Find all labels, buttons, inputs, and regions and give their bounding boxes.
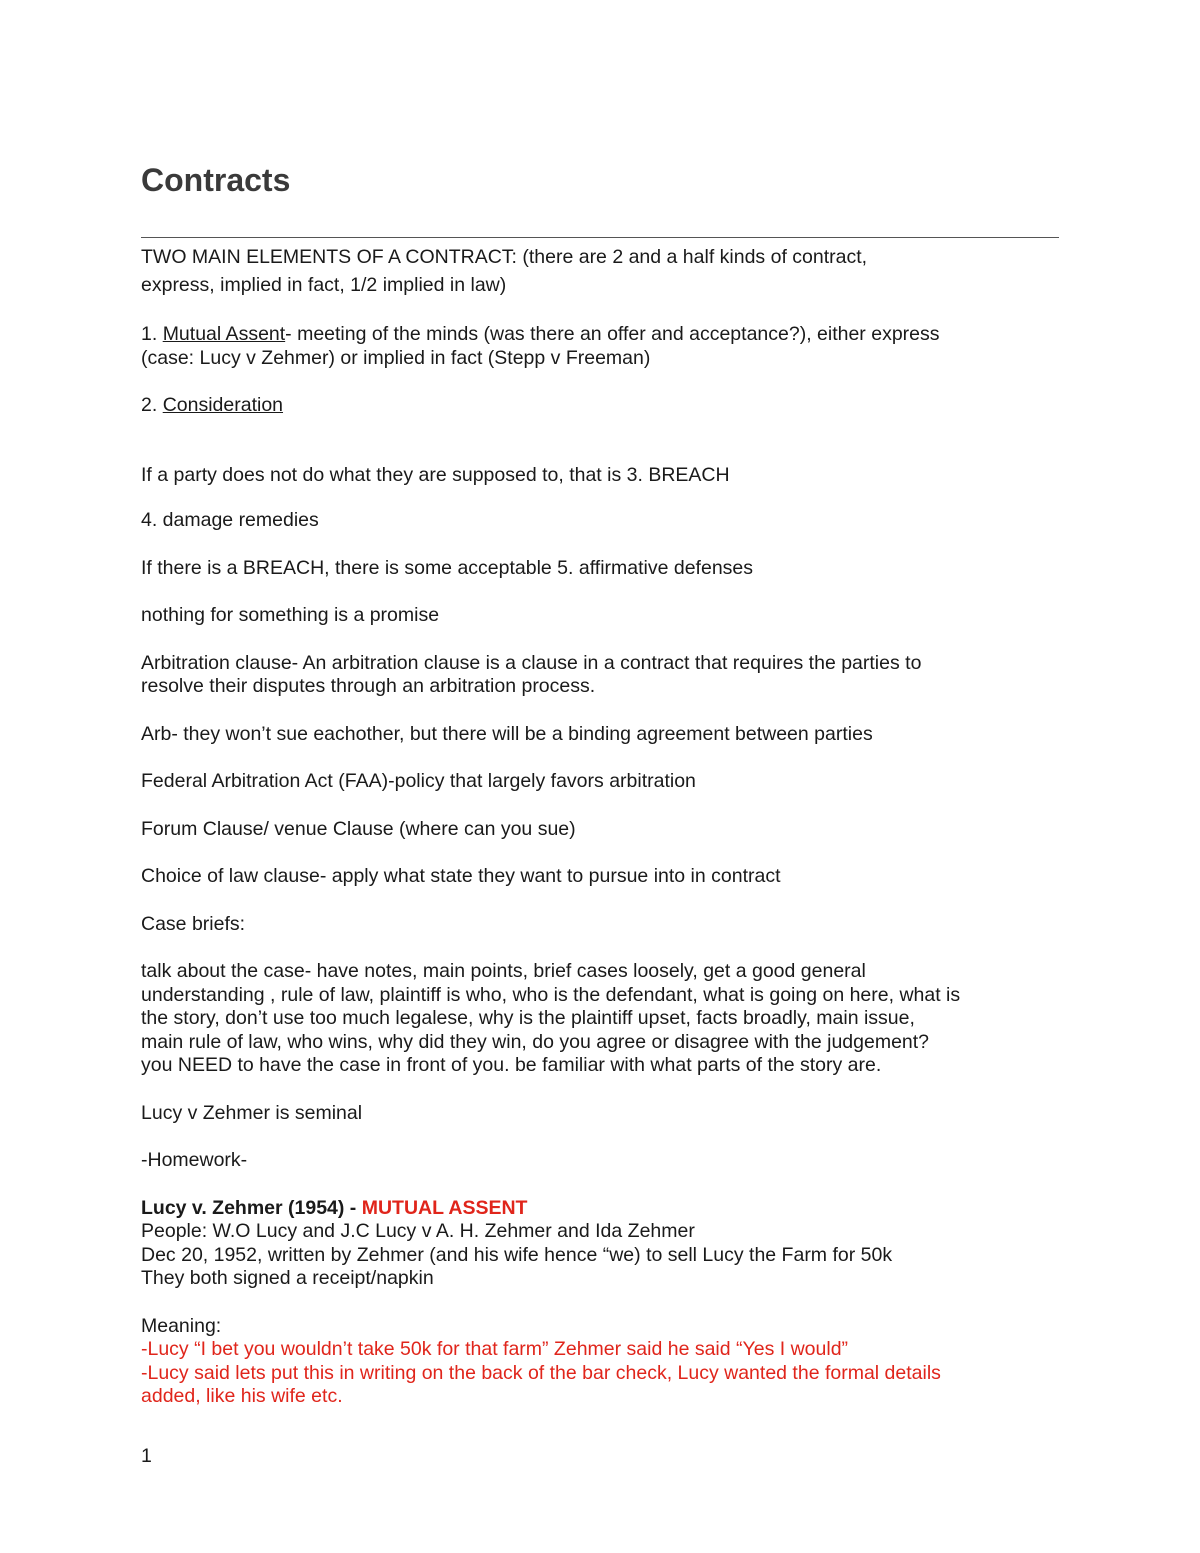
page-number: 1 [141,1445,152,1467]
case-signed-line: They both signed a receipt/napkin [141,1267,434,1289]
homework-label: -Homework- [141,1149,248,1171]
case-heading [141,1197,1059,1221]
faa-paragraph: Federal Arbitration Act (FAA)-policy that largely favors arbitration [141,770,696,792]
mutual-assent-definition: - meeting of the minds (was there an offer and acceptance?), either express [285,323,940,345]
arbitration-line: resolve their disputes through an arbitration process. [141,675,596,697]
case-people: People: W.O Lucy and J.C Lucy v A. H. Zehmer and Ida Zehmer [141,1220,695,1242]
case-title: Lucy v. Zehmer (1954) - [141,1196,362,1219]
item-number: 2. [141,394,163,416]
intro-line: express, implied in fact, 1/2 implied in law) [141,274,507,296]
case-briefs-heading: Case briefs: [141,912,246,935]
case-briefs-line: talk about the case- have notes, main points, brief cases loosely, get a good general [141,960,866,982]
case-briefs-paragraph [141,960,1059,1078]
consideration-term: Consideration [162,394,284,416]
damages-paragraph: 4. damage remedies [141,509,319,531]
mutual-assent-line: (case: Lucy v Zehmer) or implied in fact (Stepp v Freeman) [141,346,651,369]
case-briefs-line: the story, don’t use too much legalese, why is the plaintiff upset, facts broadly, main issue, [141,1007,915,1029]
intro-paragraph [141,243,1059,299]
document-body [141,243,1059,1409]
item-number: 1. [141,323,163,345]
case-briefs-line: main rule of law, who wins, why did they win, do you agree or disagree with the judgement? [141,1030,930,1053]
forum-paragraph: Forum Clause/ venue Clause (where can you sue) [141,817,576,840]
arbitration-line: Arbitration clause- An arbitration clause is a clause in a contract that requires the parties to [141,651,922,674]
case-topic-tag: MUTUAL ASSENT [361,1196,528,1219]
case-briefs-line: you NEED to have the case in front of you. be familiar with what parts of the story are. [141,1054,882,1076]
promise-paragraph: nothing for something is a promise [141,604,440,626]
meaning-line: -Lucy said lets put this in writing on the back of the bar check, Lucy wanted the formal details [141,1361,941,1384]
case-briefs-line: understanding , rule of law, plaintiff is who, who is the defendant, what is going on here, what is [141,983,961,1006]
mutual-assent-paragraph [141,323,1059,370]
choice-of-law-paragraph: Choice of law clause- apply what state they want to pursue into in contract [141,865,781,887]
mutual-assent-line [141,323,1059,347]
seminal-paragraph: Lucy v Zehmer is seminal [141,1101,363,1124]
meaning-line: -Lucy “I bet you wouldn’t take 50k for that farm” Zehmer said he said “Yes I would” [141,1338,849,1360]
case-date-line: Dec 20, 1952, written by Zehmer (and his wife hence “we) to sell Lucy the Farm for 50k [141,1243,893,1266]
case-meaning [141,1315,1059,1409]
intro-line: TWO MAIN ELEMENTS OF A CONTRACT: (there are 2 and a half kinds of contract, [141,246,868,268]
meaning-label: Meaning: [141,1314,222,1337]
consideration-paragraph [141,394,1059,418]
defenses-paragraph: If there is a BREACH, there is some acceptable 5. affirmative defenses [141,556,754,579]
meaning-line: added, like his wife etc. [141,1385,343,1407]
breach-paragraph: If a party does not do what they are supposed to, that is 3. BREACH [141,463,730,486]
title-divider [141,237,1059,238]
page-title: Contracts [141,162,291,198]
arbitration-paragraph [141,652,1059,699]
case-summary [141,1197,1059,1291]
mutual-assent-term: Mutual Assent [162,323,286,345]
arb-paragraph: Arb- they won’t sue eachother, but there will be a binding agreement between parties [141,722,873,745]
